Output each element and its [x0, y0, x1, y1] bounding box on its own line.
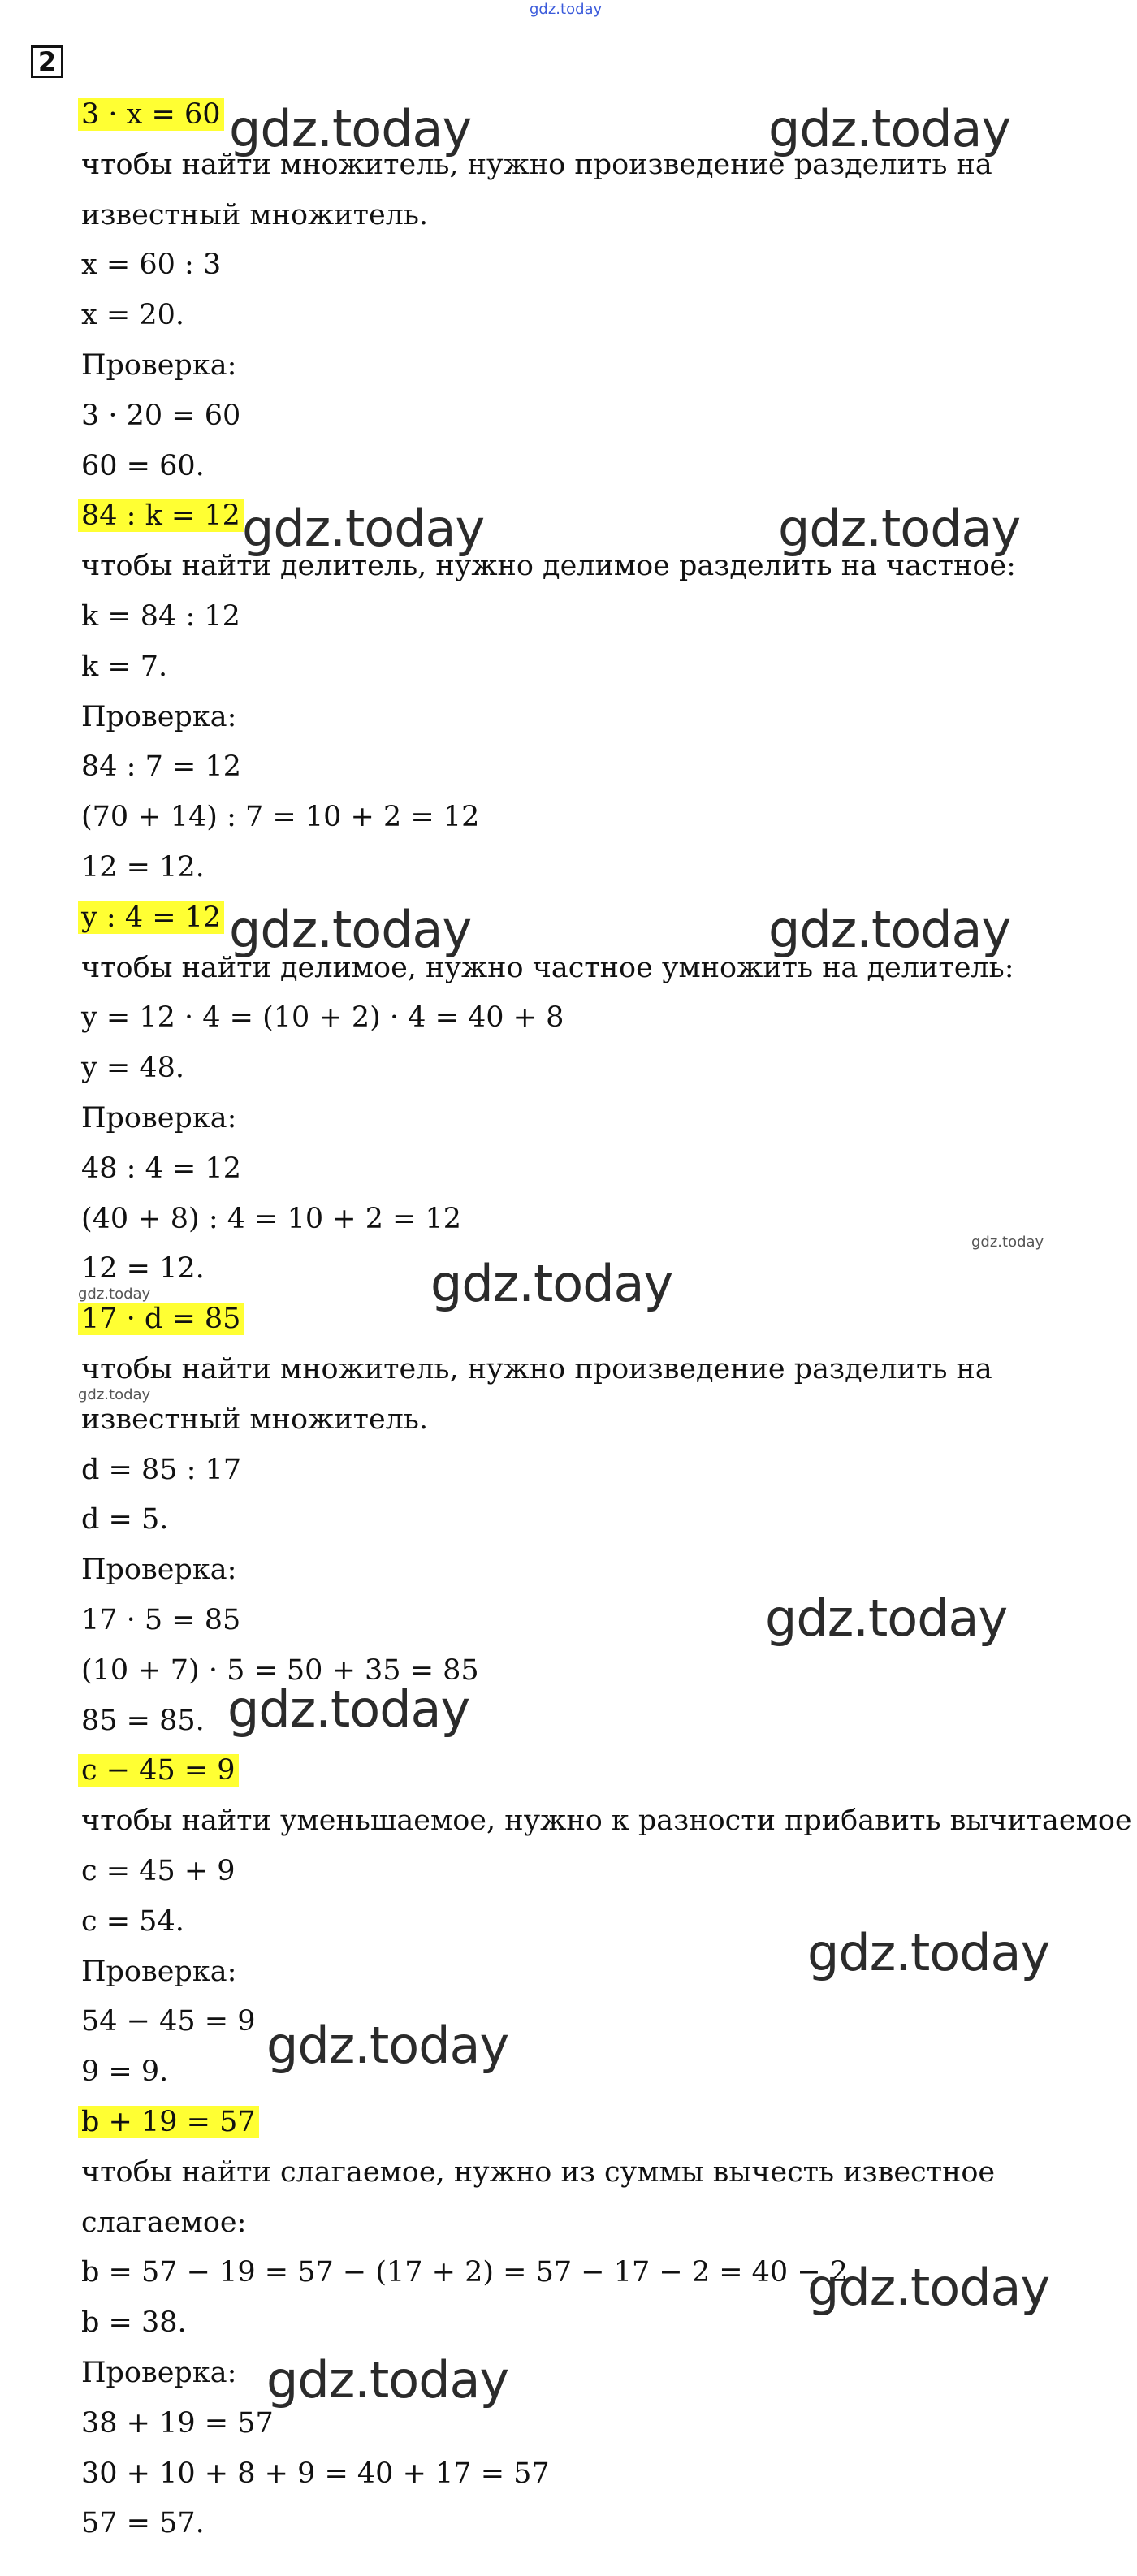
line-text: чтобы найти слагаемое, нужно из суммы вычесть известное — [81, 2155, 996, 2189]
math-line — [81, 1601, 240, 1639]
math-line — [81, 1852, 236, 1890]
text-line — [81, 1401, 428, 1438]
line-text: k = 84 : 12 — [81, 600, 240, 633]
math-line — [81, 598, 240, 635]
text-line — [81, 2354, 236, 2392]
text-line — [81, 2154, 995, 2191]
watermark: gdz.today — [242, 499, 485, 558]
line-text: d = 5. — [81, 1503, 169, 1537]
line-text: чтобы найти делитель, нужно делимое разделить на частное: — [81, 550, 1016, 583]
math-line — [81, 1200, 461, 1238]
equation-heading — [81, 1752, 239, 1789]
line-text: Проверка: — [81, 1955, 237, 1988]
line-text: c = 45 + 9 — [81, 1855, 236, 1887]
line-text: 12 = 12. — [81, 851, 205, 884]
line-text: Проверка: — [81, 1102, 237, 1135]
math-line — [81, 748, 241, 785]
watermark: gdz.today — [229, 900, 472, 959]
watermark: gdz.today — [266, 2350, 509, 2410]
watermark: gdz.today — [430, 1254, 673, 1313]
line-text: 17 · d = 85 — [78, 1303, 244, 1335]
line-text: 17 · 5 = 85 — [81, 1604, 241, 1636]
text-line — [81, 1351, 992, 1388]
line-text: 85 = 85. — [81, 1704, 205, 1737]
watermark: gdz.today — [768, 99, 1011, 158]
line-text: 84 : 7 = 12 — [81, 750, 241, 784]
equation-heading — [81, 1300, 244, 1338]
math-line — [81, 1049, 184, 1087]
line-text: Проверка: — [81, 349, 237, 382]
math-line — [81, 296, 184, 334]
watermark: gdz.today — [229, 99, 472, 158]
math-line — [81, 447, 205, 485]
math-line — [81, 1903, 184, 1940]
text-line — [81, 197, 428, 234]
line-text: 57 = 57. — [81, 2507, 205, 2540]
math-line — [81, 798, 479, 836]
watermark: gdz.today — [807, 1923, 1050, 1982]
watermark: gdz.today — [778, 499, 1021, 558]
math-line — [81, 1250, 205, 1287]
math-line — [81, 2254, 848, 2291]
math-line — [81, 397, 240, 434]
text-line — [81, 1802, 1132, 1839]
math-line — [81, 2505, 205, 2542]
line-text: x = 20. — [81, 299, 184, 332]
line-text: y = 12 · 4 = (10 + 2) · 4 = 40 + 8 — [81, 1001, 564, 1035]
watermark: gdz.today — [768, 900, 1011, 959]
text-line — [81, 698, 236, 736]
line-text: (40 + 8) : 4 = 10 + 2 = 12 — [81, 1202, 462, 1235]
line-text: x = 60 : 3 — [81, 249, 222, 282]
line-text: известный множитель. — [81, 1403, 429, 1436]
watermark: gdz.today — [266, 2016, 509, 2075]
math-line — [81, 1451, 241, 1489]
line-text: чтобы найти делимое, нужно частное умножить на делитель: — [81, 951, 1014, 984]
line-text: b + 19 = 57 — [78, 2106, 259, 2138]
text-line — [81, 347, 236, 384]
text-line — [81, 1953, 236, 1990]
math-line — [81, 2053, 168, 2090]
math-line — [81, 246, 221, 283]
line-text: b = 38. — [81, 2306, 187, 2340]
line-text: известный множитель. — [81, 198, 429, 231]
equation-heading — [81, 497, 244, 534]
watermark-top: gdz.today — [530, 1, 603, 18]
line-text: 30 + 10 + 8 + 9 = 40 + 17 = 57 — [81, 2457, 550, 2490]
watermark-small: gdz.today — [78, 1286, 151, 1303]
line-text: 48 : 4 = 12 — [81, 1152, 241, 1185]
math-line — [81, 1501, 168, 1538]
watermark: gdz.today — [765, 1588, 1008, 1648]
line-text: слагаемое: — [81, 2206, 247, 2239]
line-text: 84 : k = 12 — [78, 499, 244, 532]
math-line — [81, 849, 205, 886]
line-text: c = 54. — [81, 1904, 184, 1938]
equation-heading — [81, 899, 224, 936]
watermark-small: gdz.today — [78, 1386, 151, 1403]
line-text: чтобы найти множитель, нужно произведение разделить на — [81, 148, 992, 181]
text-line — [81, 1551, 236, 1588]
watermark-small: gdz.today — [971, 1234, 1044, 1251]
math-line — [81, 2304, 187, 2341]
line-text: 54 − 45 = 9 — [81, 2005, 256, 2038]
line-text: чтобы найти уменьшаемое, нужно к разности прибавить вычитаемое — [81, 1804, 1132, 1838]
math-line — [81, 2405, 274, 2442]
line-text: y : 4 = 12 — [78, 901, 224, 934]
line-text: c − 45 = 9 — [78, 1754, 239, 1787]
line-text: k = 7. — [81, 650, 168, 683]
math-line — [81, 2455, 550, 2492]
line-text: 38 + 19 = 57 — [81, 2406, 274, 2440]
line-text: 9 = 9. — [81, 2055, 169, 2089]
line-text: 60 = 60. — [81, 449, 205, 482]
line-text: y = 48. — [81, 1052, 185, 1085]
equation-heading — [81, 2103, 259, 2141]
math-line — [81, 1150, 241, 1187]
math-line — [81, 2003, 256, 2040]
math-line — [81, 648, 167, 685]
text-line — [81, 2204, 246, 2241]
line-text: (10 + 7) · 5 = 50 + 35 = 85 — [81, 1653, 479, 1687]
watermark: gdz.today — [807, 2258, 1050, 2317]
math-line — [81, 1702, 205, 1740]
line-text: 3 · 20 = 60 — [81, 399, 241, 432]
watermark: gdz.today — [227, 1679, 470, 1739]
line-text: Проверка: — [81, 2357, 237, 2389]
line-text: 12 = 12. — [81, 1252, 205, 1286]
equation-heading — [81, 96, 224, 133]
math-line — [81, 999, 564, 1036]
line-text: Проверка: — [81, 700, 237, 733]
line-text: чтобы найти множитель, нужно произведение разделить на — [81, 1353, 992, 1385]
line-text: (70 + 14) : 7 = 10 + 2 = 12 — [81, 801, 480, 834]
line-text: 3 · x = 60 — [78, 98, 224, 131]
line-text: b = 57 − 19 = 57 − (17 + 2) = 57 − 17 − 2 = 40 − 2 — [81, 2256, 849, 2289]
task-number: 2 — [31, 45, 63, 78]
line-text: d = 85 : 17 — [81, 1453, 242, 1486]
line-text: Проверка: — [81, 1554, 237, 1587]
text-line — [81, 1100, 236, 1137]
